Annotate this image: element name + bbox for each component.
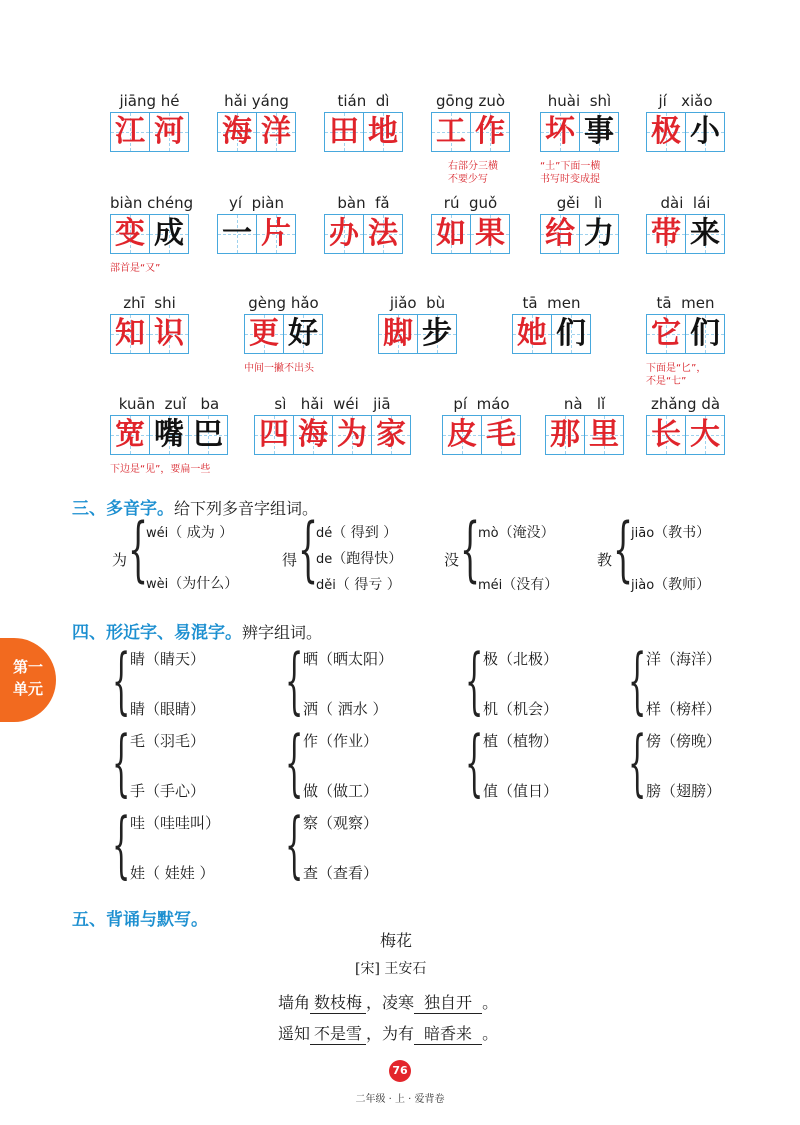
similar-word: 察（观察） (303, 814, 379, 832)
polyphone-line: wéi（ 成为 ） (146, 525, 234, 541)
similar-word: 值（值日） (483, 782, 559, 800)
similar-word: 傍（傍晚） (646, 732, 722, 750)
pinyin-label: zhī shi (123, 294, 176, 312)
similar-word: 植（植物） (483, 732, 559, 750)
char-cell (149, 214, 189, 254)
char-cell (110, 415, 150, 455)
similar-word: 娃（ 娃娃 ） (130, 864, 215, 882)
hanzi: 带 (651, 216, 681, 251)
pinyin-label: sì hǎi wéi jiā (274, 395, 391, 413)
stroke-note: 下面是“匕”， 不是“七” (646, 363, 707, 387)
char-cell (646, 214, 686, 254)
pinyin-label: biàn chéng (110, 194, 194, 212)
similar-word: 睛（睛天） (130, 650, 206, 668)
pinyin-label: pí máo (453, 395, 510, 413)
hanzi: 步 (422, 316, 452, 351)
poem-author: [宋] 王安石 (355, 961, 427, 977)
char-cell (685, 415, 725, 455)
char-cell (540, 214, 580, 254)
stroke-note: 右部分三横 不要少写 (448, 161, 498, 185)
char-cell (481, 415, 521, 455)
char-cell (244, 314, 284, 354)
hanzi: 识 (154, 316, 184, 351)
hanzi: 如 (436, 216, 466, 251)
pinyin-label: bàn fǎ (337, 194, 390, 212)
hanzi: 大 (690, 417, 720, 452)
pinyin-label: tā men (522, 294, 581, 312)
hanzi: 海 (298, 417, 328, 452)
polyphone-line: méi（没有） (478, 577, 559, 593)
hanzi: 好 (288, 316, 318, 351)
hanzi: 它 (651, 316, 681, 351)
char-cell (149, 314, 189, 354)
char-cell (363, 112, 403, 152)
char-cell (332, 415, 372, 455)
pinyin-label: huài shì (547, 92, 612, 110)
hanzi: 片 (261, 216, 291, 251)
brace-icon: { (613, 508, 634, 590)
hanzi: 法 (368, 216, 398, 251)
polyphone-line: jiào（教师） (631, 577, 711, 593)
char-cell (149, 415, 189, 455)
char-cell (540, 112, 580, 152)
char-cell (324, 112, 364, 152)
polyphone-line: de（跑得快） (316, 551, 403, 567)
hanzi: 河 (154, 114, 184, 149)
answer-blank[interactable]: 独自开 (414, 990, 482, 1014)
polyphone-line: wèi（为什么） (146, 576, 239, 592)
char-cell (110, 314, 150, 354)
pinyin-label: jiǎo bù (389, 294, 446, 312)
char-cell (256, 214, 296, 254)
char-cell (217, 214, 257, 254)
page-footer: 二年级 · 上 · 爱背卷 (355, 1094, 445, 1105)
brace-icon: { (112, 802, 131, 886)
char-cell (685, 314, 725, 354)
stroke-note: 下边是“见”，要扁一些 (110, 464, 211, 475)
similar-word: 哇（哇哇叫） (130, 814, 221, 832)
pinyin-label: zhǎng dà (650, 395, 721, 413)
char-cell (324, 214, 364, 254)
hanzi: 宽 (115, 417, 145, 452)
pinyin-label: yí piàn (229, 194, 284, 212)
brace-icon: { (285, 802, 304, 886)
pinyin-label: kuān zuǐ ba (118, 395, 220, 413)
pinyin-label: tián dì (337, 92, 390, 110)
hanzi: 小 (690, 114, 720, 149)
char-cell (431, 214, 471, 254)
hanzi: 力 (584, 216, 614, 251)
pinyin-label: tā men (656, 294, 715, 312)
polyphone-line: mò（淹没） (478, 525, 555, 541)
char-cell (378, 314, 418, 354)
char-cell (293, 415, 333, 455)
hanzi: 那 (550, 417, 580, 452)
hanzi: 巴 (193, 417, 223, 452)
similar-word: 做（做工） (303, 782, 379, 800)
brace-icon: { (285, 638, 304, 722)
char-cell (283, 314, 323, 354)
similar-word: 样（榜样） (646, 700, 722, 718)
char-cell (442, 415, 482, 455)
hanzi: 她 (517, 316, 547, 351)
char-cell (110, 214, 150, 254)
char-cell (254, 415, 294, 455)
char-cell (685, 112, 725, 152)
similar-word: 膀（翅膀） (646, 782, 722, 800)
char-cell (188, 415, 228, 455)
hanzi: 一 (222, 216, 252, 251)
poem-line-2: 遥知 不是雪 ，为有 暗香来 。 (278, 1021, 498, 1045)
unit-tab: 第一 单元 (0, 638, 56, 722)
polyphone-line: dé（ 得到 ） (316, 525, 398, 541)
pinyin-label: hǎi yáng (224, 92, 289, 110)
char-cell (579, 112, 619, 152)
pinyin-label: dài lái (660, 194, 711, 212)
char-cell (149, 112, 189, 152)
hanzi: 果 (475, 216, 505, 251)
answer-blank[interactable]: 暗香来 (414, 1021, 482, 1045)
polyphone-line: děi（ 得亏 ） (316, 577, 401, 593)
brace-icon: { (285, 720, 304, 804)
section-heading: 四、形近字、易混字。辨字组词。 (72, 623, 323, 643)
hanzi: 来 (690, 216, 720, 251)
hanzi: 工 (436, 114, 466, 149)
char-cell (646, 112, 686, 152)
char-cell (371, 415, 411, 455)
hanzi: 家 (376, 417, 406, 452)
hanzi: 脚 (383, 316, 413, 351)
hanzi: 江 (115, 114, 145, 149)
hanzi: 洋 (261, 114, 291, 149)
pinyin-label: nà lǐ (563, 395, 606, 413)
char-cell (512, 314, 552, 354)
similar-word: 洋（海洋） (646, 650, 722, 668)
poem-title: 梅花 (380, 931, 413, 950)
char-cell (470, 112, 510, 152)
polyphone-char: 为 (112, 551, 128, 569)
hanzi: 里 (589, 417, 619, 452)
hanzi: 变 (115, 216, 145, 251)
char-cell (431, 112, 471, 152)
hanzi: 们 (556, 316, 586, 351)
pinyin-label: rú guǒ (443, 194, 498, 212)
section-heading: 五、背诵与默写。 (72, 910, 208, 930)
similar-word: 毛（羽毛） (130, 732, 206, 750)
pinyin-label: gěi lì (556, 194, 603, 212)
char-cell (363, 214, 403, 254)
brace-icon: { (628, 638, 647, 722)
similar-word: 机（机会） (483, 700, 559, 718)
brace-icon: { (628, 720, 647, 804)
brace-icon: { (112, 638, 131, 722)
brace-icon: { (465, 638, 484, 722)
hanzi: 事 (584, 114, 614, 149)
hanzi: 极 (651, 114, 681, 149)
poem-line-1: 墙角 数枝梅 ，凌寒 独自开 。 (278, 990, 498, 1014)
similar-word: 晒（晒太阳） (303, 650, 394, 668)
stroke-note: “土”下面一横 书写时变成提 (540, 161, 601, 185)
hanzi: 办 (329, 216, 359, 251)
pinyin-label: jiāng hé (119, 92, 180, 110)
brace-icon: { (298, 508, 319, 590)
polyphone-char: 教 (597, 551, 613, 569)
stroke-note: 中间一撇不出头 (244, 363, 314, 374)
hanzi: 田 (329, 114, 359, 149)
hanzi: 长 (651, 417, 681, 452)
similar-word: 查（查看） (303, 864, 379, 882)
hanzi: 知 (115, 316, 145, 351)
pinyin-label: gèng hǎo (248, 294, 319, 312)
similar-word: 洒（ 洒水 ） (303, 700, 388, 718)
char-cell (470, 214, 510, 254)
pinyin-label: gōng zuò (435, 92, 506, 110)
page-number: 76 (389, 1060, 411, 1082)
char-cell (545, 415, 585, 455)
hanzi: 给 (545, 216, 575, 251)
hanzi: 为 (337, 417, 367, 452)
polyphone-char: 没 (444, 551, 460, 569)
hanzi: 嘴 (154, 417, 184, 452)
char-cell (646, 415, 686, 455)
char-cell (110, 112, 150, 152)
brace-icon: { (112, 720, 131, 804)
brace-icon: { (128, 508, 149, 590)
polyphone-char: 得 (282, 551, 298, 569)
hanzi: 更 (249, 316, 279, 351)
similar-word: 手（手心） (130, 782, 206, 800)
hanzi: 坏 (545, 114, 575, 149)
hanzi: 成 (154, 216, 184, 251)
answer-blank[interactable]: 不是雪 (310, 1021, 366, 1045)
hanzi: 皮 (447, 417, 477, 452)
hanzi: 地 (368, 114, 398, 149)
brace-icon: { (465, 720, 484, 804)
char-cell (584, 415, 624, 455)
similar-word: 极（北极） (483, 650, 559, 668)
char-cell (685, 214, 725, 254)
hanzi: 毛 (486, 417, 516, 452)
stroke-note: 部首是“又” (110, 263, 161, 274)
char-cell (551, 314, 591, 354)
polyphone-line: jiāo（教书） (631, 525, 711, 541)
char-cell (217, 112, 257, 152)
pinyin-label: jí xiǎo (658, 92, 713, 110)
brace-icon: { (460, 508, 481, 590)
similar-word: 作（作业） (303, 732, 379, 750)
char-cell (256, 112, 296, 152)
hanzi: 四 (259, 417, 289, 452)
similar-word: 睛（眼睛） (130, 700, 206, 718)
hanzi: 海 (222, 114, 252, 149)
section-heading: 三、多音字。给下列多音字组词。 (72, 499, 319, 519)
answer-blank[interactable]: 数枝梅 (310, 990, 366, 1014)
hanzi: 作 (475, 114, 505, 149)
hanzi: 们 (690, 316, 720, 351)
char-cell (579, 214, 619, 254)
char-cell (646, 314, 686, 354)
char-cell (417, 314, 457, 354)
